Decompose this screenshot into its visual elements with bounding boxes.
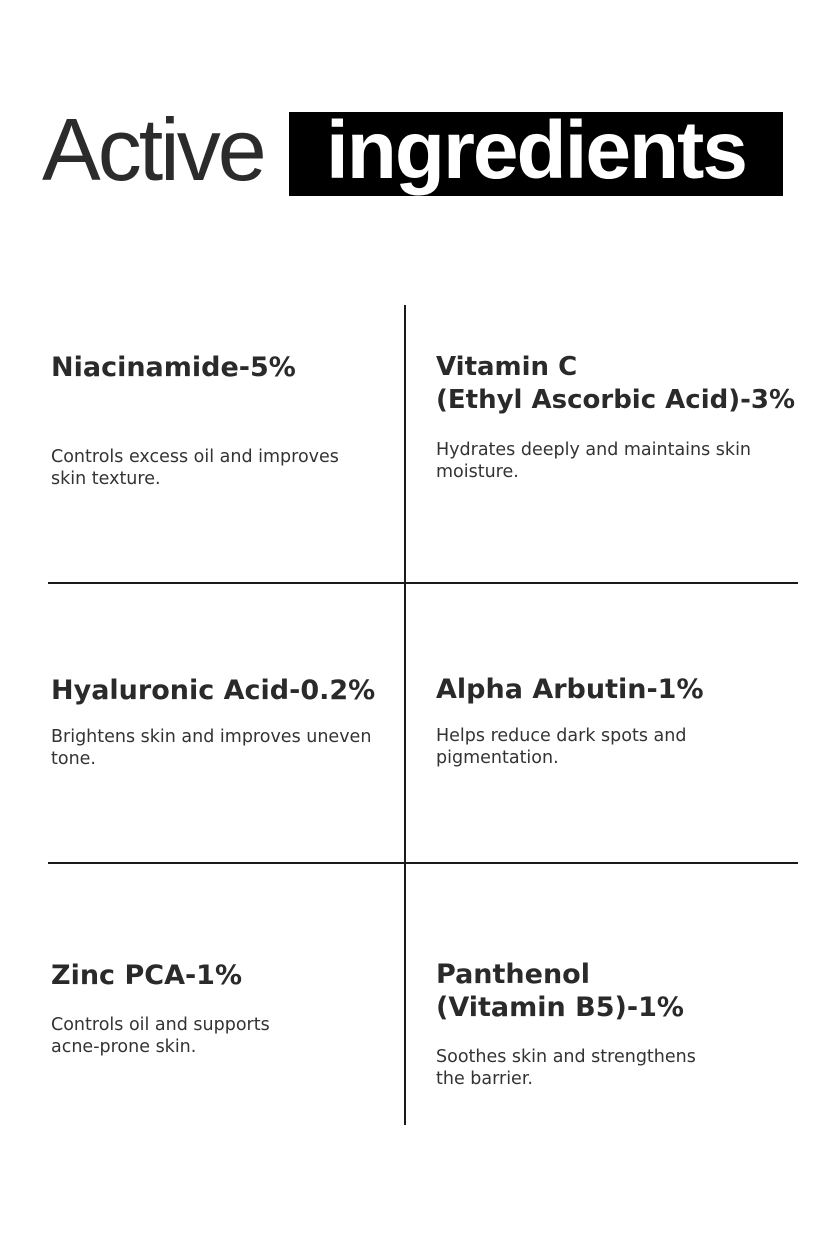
ingredient-description: Brightens skin and improves uneven tone. <box>51 727 372 769</box>
title-highlight-box <box>289 112 783 196</box>
ingredient-card-panthenol <box>436 958 776 1090</box>
ingredient-description: Controls excess oil and improves skin texture. <box>51 447 339 489</box>
ingredient-name: Zinc PCA-1% <box>51 960 243 991</box>
grid-horizontal-divider-1 <box>48 582 798 584</box>
title-bold-text: ingredients <box>326 112 746 196</box>
ingredient-name: Hyaluronic Acid-0.2% <box>51 675 376 706</box>
ingredient-card-alpha-arbutin <box>436 673 776 769</box>
ingredients-grid <box>48 305 798 1125</box>
ingredient-name: Vitamin C (Ethyl Ascorbic Acid)-3% <box>436 352 796 415</box>
ingredient-description: Soothes skin and strengthens the barrier. <box>436 1047 696 1089</box>
grid-vertical-divider <box>404 305 406 1125</box>
ingredient-card-niacinamide <box>51 351 391 490</box>
title-light-text: Active <box>42 100 264 199</box>
ingredient-name: Panthenol (Vitamin B5)-1% <box>436 959 684 1023</box>
ingredient-card-zinc-pca <box>51 959 391 1058</box>
ingredient-card-vitamin-c <box>436 351 801 483</box>
grid-horizontal-divider-2 <box>48 862 798 864</box>
ingredient-name: Niacinamide-5% <box>51 352 296 383</box>
ingredient-description: Helps reduce dark spots and pigmentation. <box>436 726 687 768</box>
ingredient-name: Alpha Arbutin-1% <box>436 674 704 705</box>
ingredient-card-hyaluronic-acid <box>51 674 396 770</box>
ingredient-description: Hydrates deeply and maintains skin moisture. <box>436 440 752 482</box>
ingredient-description: Controls oil and supports acne-prone skin. <box>51 1015 270 1057</box>
page-title <box>42 100 746 200</box>
